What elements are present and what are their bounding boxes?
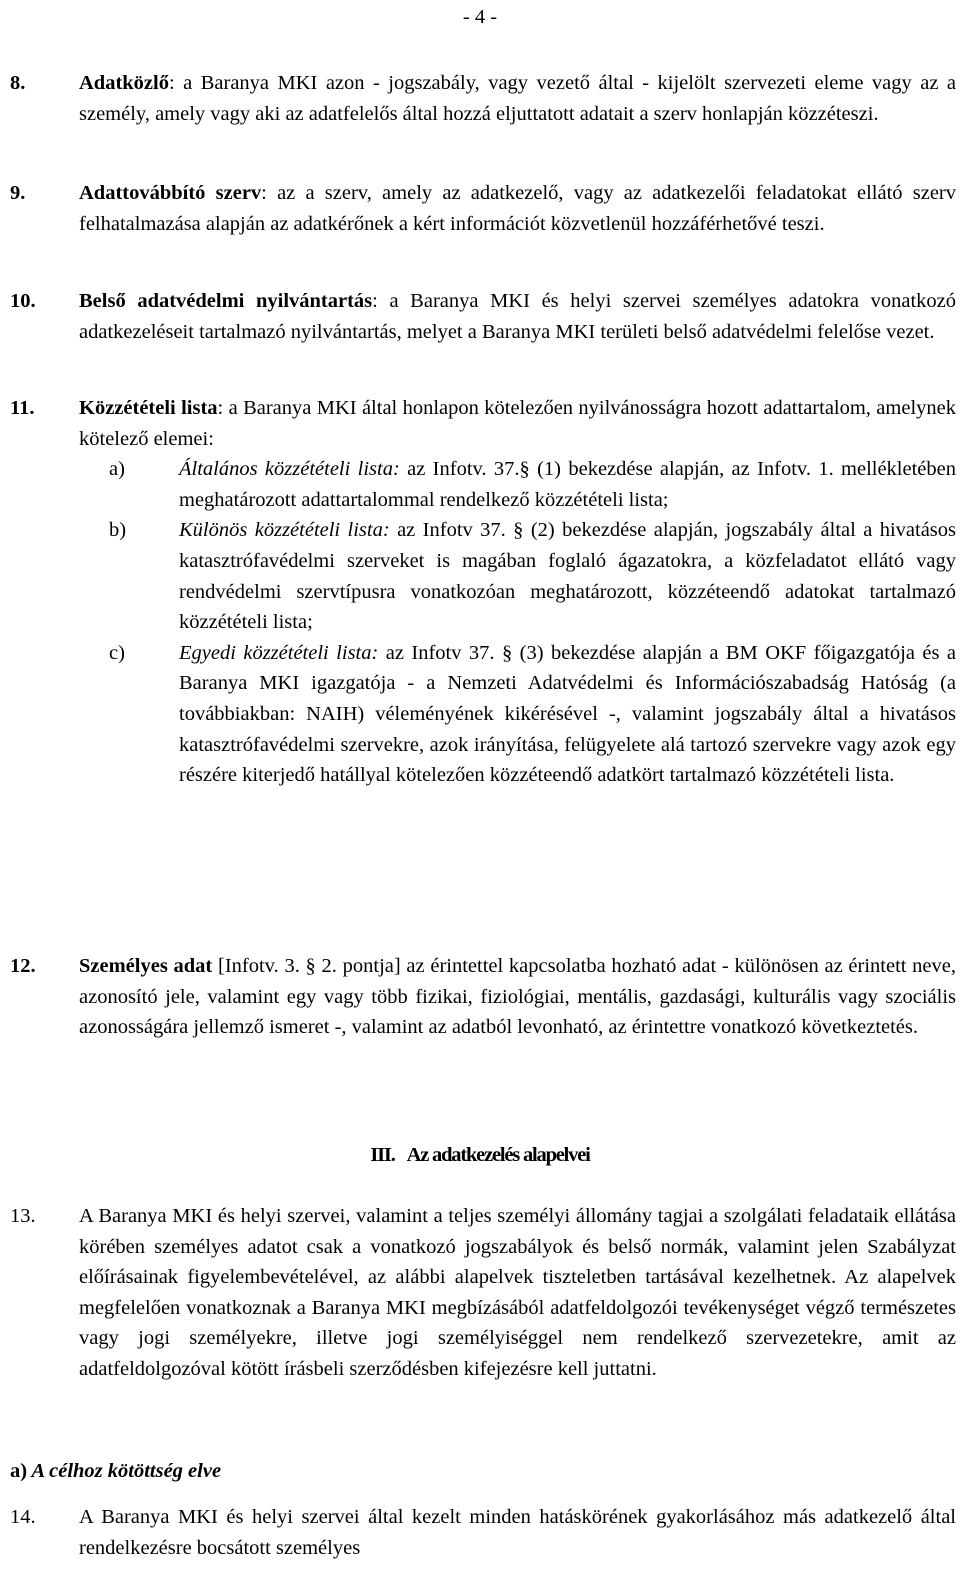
definition-item-12 [10,951,956,1043]
sublist-text: az Infotv 37. § (3) bekezdése alapján a BM OKF főigazgatója és a Baranya MKI igazgatója - a Nemzeti Adatvédelmi és Információszabadság Hatóság (a továbbiakban: NAIH) véleményének kikérésével -, valamint jogszabály által a hivatásos katasztrófavédelmi szervekre, azok irányítása, felügyelete alá tartozó szervekre vagy azok egy részére kiterjedő hatállyal kötelezően közzéteendő adatkört tartalmazó közzétételi lista. [179,641,956,787]
defined-term: Adattovábbító szerv [79,182,262,204]
sublist-label: c) [109,641,125,664]
sublist-term: Általános közzétételi lista: [179,458,400,481]
defined-term: Belső adatvédelmi nyilvántartás [79,290,373,312]
definition-text: [Infotv. 3. § 2. pontja] az érintettel kapcsolatba hozható adat - különösen az érintett neve, azonosító jele, valamint egy vagy több fizikai, fiziológiai, mentális, gazdasági, kulturális vagy szociális azonosságára jellemző ismeret -, valamint az adatból levonható, az érintettre vonatkozó következtetés. [79,955,957,1039]
definition-item-9 [10,178,956,239]
subsection-title: A célhoz kötöttség elve [31,1460,222,1482]
section-heading [0,1144,960,1167]
item-number: 8. [10,72,26,94]
definition-text: : a Baranya MKI és helyi szervei személyes adatokra vonatkozó adatkezeléseit tartalmazó nyilvántartás, melyet a Baranya MKI területi belső adatvédelmi felelőse vezet. [79,290,956,343]
item-number: 10. [10,290,36,312]
item-number: 11. [10,397,35,419]
sublist-term: Egyedi közzétételi lista: [179,641,379,664]
sublist-item-a [79,454,956,515]
definition-text: : a Baranya MKI azon - jogszabály, vagy vezető által - kijelölt szervezeti eleme vagy az a személy, amely vagy aki az adatfelelős által hozzá eljuttatott adatait a szerv honlapján közzéteszi. [79,72,956,125]
defined-term: Személyes adat [79,955,213,977]
principle-item-13 [10,1201,956,1385]
sublist-item-c [79,638,956,791]
paragraph-text: A Baranya MKI és helyi szervei, valamint a teljes személyi állomány tagjai a szolgálati feladataik ellátása körében személyes adatot csak a vonatkozó jogszabályok és belső normák, valamint jelen Szabályzat előírásainak figyelembevételével, az alábbi alapelvek tiszteletben tartásával kezelhetnek. Az alapelvek megfelelően vonatkoznak a Baranya MKI megbízásából adatfeldolgozói tevékenységet végző természetes vagy jogi személyekre, illetve jogi személyiséggel nem rendelkező szervezetekre, amit az adatfeldolgozóval kötött írásbeli szerződésben kifejezésre kell juttatni. [79,1205,956,1380]
definition-item-8 [10,68,956,129]
principle-item-14 [10,1502,956,1563]
defined-term: Közzétételi lista [79,397,218,419]
sublist-term: Különös közzétételi lista: [179,519,390,542]
item-number: 9. [10,182,26,204]
definition-text: : a Baranya MKI által honlapon kötelezően nyilvánosságra hozott adattartalom, amelynek kötelező elemei: [79,397,956,450]
item-number: 12. [10,955,36,977]
page-number: - 4 - [462,6,498,28]
item-number: 14. [10,1506,36,1528]
definition-text: : az a szerv, amely az adatkezelő, vagy az adatkezelői feladatokat ellátó szerv felhatalmazása alapján az adatkérőnek a kért információt közvetlenül hozzáférhetővé teszi. [79,182,956,235]
sublist-label: b) [109,519,127,542]
section-number: III. [370,1144,395,1166]
section-title: Az adatkezelés alapelvei [406,1144,590,1166]
defined-term: Adatközlő [79,72,169,94]
sublist-item-b [79,515,956,637]
item-number: 13. [10,1205,36,1227]
sublist-text: az Infotv 37. § (2) bekezdése alapján, jogszabály által a hivatásos katasztrófavédelmi szerveket is magában foglaló ágazatokra, a közfeladatot ellátó vagy rendvédelmi szervtípusra vonatkozóan meghatározott, közzéteendő adatokat tartalmazó közzétételi lista; [179,519,957,634]
definition-item-11 [10,393,956,791]
sublist-label: a) [109,458,125,481]
sublist-text: az Infotv. 37.§ (1) bekezdése alapján, az Infotv. 1. mellékletében meghatározott adattartalommal rendelkező közzétételi lista; [179,458,956,511]
paragraph-text: A Baranya MKI és helyi szervei által kezelt minden hatáskörének gyakorlásához más adatkezelő által rendelkezésre bocsátott személyes [79,1506,956,1559]
subsection-heading [10,1460,221,1483]
definition-item-10 [10,286,956,347]
subsection-label: a) [10,1460,28,1482]
